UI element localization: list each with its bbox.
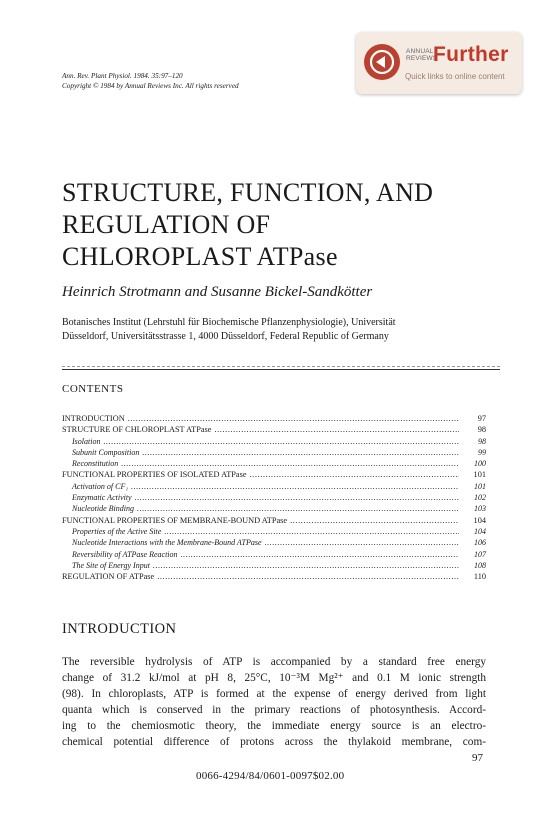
toc-entry-label: Nucleotide Binding — [72, 504, 134, 514]
toc-entry-page: 106 — [474, 538, 486, 548]
toc-entry-page: 100 — [474, 459, 486, 469]
body-line: quanta which is conserved in the primary reactions of photosynthesis. Accord- — [62, 704, 486, 716]
toc-entry[interactable] — [62, 413, 486, 424]
page-number: 97 — [472, 752, 483, 764]
banner-quick-links: Quick links to online content — [405, 72, 505, 81]
toc-entry-label: Properties of the Active Site — [72, 526, 162, 536]
toc-entry[interactable] — [62, 549, 486, 560]
toc-entry-label: INTRODUCTION — [62, 414, 125, 423]
body-line: (98). In chloroplasts, ATP is formed at the expense of energy derived from light — [62, 688, 486, 700]
toc-entry-label: FUNCTIONAL PROPERTIES OF ISOLATED ATPase — [62, 470, 247, 480]
toc-leader-dots — [265, 537, 459, 548]
divider-dashed — [62, 366, 500, 367]
affiliation-line2: Düsseldorf, Universitätsstrasse 1, 4000 Düsseldorf, Federal Republic of Germany — [62, 331, 389, 342]
toc-entry-page: 101 — [474, 481, 486, 491]
toc-entry[interactable] — [62, 447, 486, 458]
toc-entry-label: Subunit Composition — [72, 447, 140, 457]
toc-entry[interactable] — [62, 537, 486, 548]
toc-leader-dots — [135, 492, 459, 503]
toc-leader-dots — [128, 413, 459, 424]
toc-entry-label: Reversibility of ATPase Reaction — [72, 549, 178, 559]
toc-leader-dots — [157, 571, 459, 582]
toc-leader-dots — [137, 503, 459, 514]
toc-leader-dots — [153, 560, 459, 571]
toc-entry-label: Enzymatic Activity — [72, 493, 132, 503]
toc-entry[interactable] — [62, 469, 486, 480]
toc-entry-page: 101 — [473, 470, 486, 480]
journal-citation-line2: Copyright © 1984 by Annual Reviews Inc. All rights reserved — [62, 82, 239, 90]
toc-entry-label: FUNCTIONAL PROPERTIES OF MEMBRANE-BOUND ATPase — [62, 515, 288, 525]
body-line: change of 31.2 kJ/mol at pH 8, 25°C, 10⁻³M Mg²⁺ and 0.1 M ionic strength — [62, 672, 486, 684]
toc-entry[interactable] — [62, 526, 486, 537]
toc-entry-page: 104 — [473, 515, 486, 525]
toc-leader-dots — [290, 515, 459, 526]
toc-leader-dots — [121, 458, 459, 469]
title-line1: STRUCTURE, FUNCTION, AND — [62, 178, 434, 207]
journal-citation-line1: Ann. Rev. Plant Physiol. 1984. 35:97–120 — [62, 72, 183, 80]
toc-entry-label: Reconstitution — [72, 459, 119, 469]
toc-entry-label: Activation of CF₁ — [72, 481, 129, 491]
toc-leader-dots — [181, 549, 459, 560]
banner-annual: ANNUAL — [406, 48, 434, 55]
article-code: 0066-4294/84/0601-0097$02.00 — [196, 770, 345, 782]
toc-entry-page: 110 — [473, 572, 486, 582]
further-banner-link[interactable] — [356, 32, 522, 94]
toc-entry[interactable] — [62, 560, 486, 571]
toc-entry[interactable] — [62, 503, 486, 514]
toc-leader-dots — [131, 481, 459, 492]
banner-reviews: REVIEWS — [406, 55, 438, 62]
toc-leader-dots — [103, 436, 459, 447]
body-line: ing to the chemiosmotic theory, the immediate energy source is an electro- — [62, 720, 486, 732]
toc-entry-label: STRUCTURE OF CHLOROPLAST ATPase — [62, 425, 212, 435]
toc-entry-page: 98 — [478, 436, 486, 446]
affiliation — [62, 316, 502, 344]
divider — [62, 369, 500, 370]
introduction-body — [62, 654, 486, 750]
toc-leader-dots — [142, 447, 459, 458]
toc-entry-label: The Site of Energy Input — [72, 560, 150, 570]
toc-leader-dots — [214, 424, 459, 435]
toc-entry-page: 98 — [477, 425, 486, 435]
body-line: The reversible hydrolysis of ATP is accompanied by a standard free energy — [62, 656, 486, 668]
toc-entry-page: 108 — [474, 560, 486, 570]
introduction-heading: INTRODUCTION — [62, 621, 177, 637]
toc-leader-dots — [250, 469, 460, 480]
article-title — [62, 177, 482, 273]
toc-entry[interactable] — [62, 458, 486, 469]
toc-entry-page: 107 — [474, 549, 486, 559]
contents-heading: CONTENTS — [62, 383, 124, 395]
toc-entry-label: REGULATION OF ATPase — [62, 572, 155, 582]
body-line: chemical potential difference of protons across the thylakoid membrane, com- — [62, 736, 486, 748]
toc-entry-page: 99 — [478, 447, 486, 457]
toc-entry-page: 102 — [474, 493, 486, 503]
title-line2: REGULATION OF — [62, 210, 271, 239]
journal-citation — [62, 71, 239, 91]
table-of-contents — [62, 413, 486, 582]
toc-entry[interactable] — [62, 492, 486, 503]
toc-entry-page: 104 — [474, 526, 486, 536]
toc-leader-dots — [164, 526, 459, 537]
banner-further: Further — [433, 43, 509, 66]
further-arrow-icon — [364, 44, 400, 80]
toc-entry[interactable] — [62, 424, 486, 435]
toc-entry-page: 97 — [477, 414, 486, 423]
authors: Heinrich Strotmann and Susanne Bickel-Sandkötter — [62, 284, 373, 300]
toc-entry-label: Isolation — [72, 436, 101, 446]
toc-entry-label: Nucleotide Interactions with the Membrane-Bound ATPase — [72, 538, 262, 548]
toc-entry[interactable] — [62, 515, 486, 526]
title-line3: CHLOROPLAST ATPase — [62, 242, 338, 271]
toc-entry[interactable] — [62, 436, 486, 447]
toc-entry[interactable] — [62, 481, 486, 492]
toc-entry[interactable] — [62, 571, 486, 582]
affiliation-line1: Botanisches Institut (Lehrstuhl für Biochemische Pflanzenphysiologie), Universität — [62, 317, 396, 328]
toc-entry-page: 103 — [474, 504, 486, 514]
